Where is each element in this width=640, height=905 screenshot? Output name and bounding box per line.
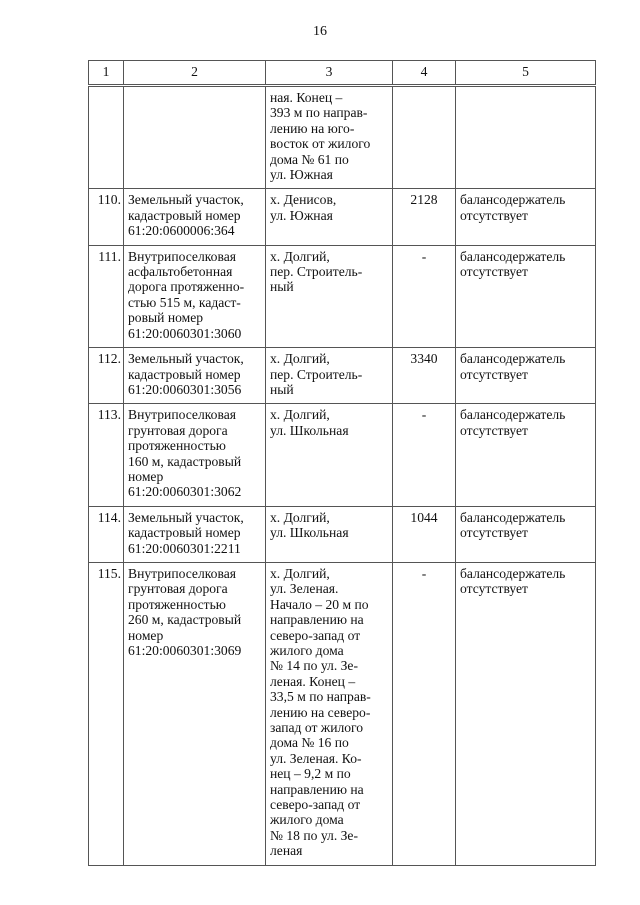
table-row — [89, 562, 596, 865]
table-row — [89, 348, 596, 404]
object-area: 3340 — [393, 348, 456, 404]
balance-holder — [456, 86, 596, 189]
object-name — [124, 86, 266, 189]
row-number: 110. — [89, 189, 124, 245]
balance-holder: балансодержатель отсутствует — [456, 245, 596, 347]
object-name: Внутрипоселковая грунтовая дорога протяженностью 260 м, кадастровый номер 61:20:0060301:3069 — [124, 562, 266, 865]
object-name: Земельный участок, кадастровый номер 61:20:0600006:364 — [124, 189, 266, 245]
table-row — [89, 506, 596, 562]
row-number: 113. — [89, 404, 124, 506]
column-header-4: 4 — [393, 61, 456, 86]
table-row — [89, 189, 596, 245]
row-number: 111. — [89, 245, 124, 347]
column-header-5: 5 — [456, 61, 596, 86]
row-number — [89, 86, 124, 189]
object-address: ная. Конец – 393 м по направ- лению на юго- восток от жилого дома № 61 по ул. Южная — [266, 86, 393, 189]
object-area: 1044 — [393, 506, 456, 562]
table-row — [89, 404, 596, 506]
table-row — [89, 245, 596, 347]
balance-holder: балансодержатель отсутствует — [456, 562, 596, 865]
object-area: - — [393, 245, 456, 347]
object-name: Внутрипоселковая грунтовая дорога протяженностью 160 м, кадастровый номер 61:20:0060301:3062 — [124, 404, 266, 506]
balance-holder: балансодержатель отсутствует — [456, 189, 596, 245]
table-row — [89, 86, 596, 189]
object-name: Земельный участок, кадастровый номер 61:20:0060301:3056 — [124, 348, 266, 404]
object-name: Земельный участок, кадастровый номер 61:20:0060301:2211 — [124, 506, 266, 562]
page-number: 16 — [313, 24, 327, 39]
object-address: х. Денисов, ул. Южная — [266, 189, 393, 245]
balance-holder: балансодержатель отсутствует — [456, 404, 596, 506]
column-header-1: 1 — [89, 61, 124, 86]
row-number: 114. — [89, 506, 124, 562]
object-address: х. Долгий, пер. Строитель- ный — [266, 348, 393, 404]
row-number: 115. — [89, 562, 124, 865]
object-area: 2128 — [393, 189, 456, 245]
row-number: 112. — [89, 348, 124, 404]
object-address: х. Долгий, пер. Строитель- ный — [266, 245, 393, 347]
column-header-2: 2 — [124, 61, 266, 86]
property-registry-table — [88, 60, 596, 866]
object-name: Внутрипоселковая асфальтобетонная дорога протяженно- стью 515 м, кадаст- ровый номер 61:20:0060301:3060 — [124, 245, 266, 347]
object-area: - — [393, 404, 456, 506]
object-address: х. Долгий, ул. Школьная — [266, 506, 393, 562]
object-area — [393, 86, 456, 189]
balance-holder: балансодержатель отсутствует — [456, 348, 596, 404]
object-area: - — [393, 562, 456, 865]
object-address: х. Долгий, ул. Зеленая. Начало – 20 м по направлению на северо-запад от жилого дома № 14 по ул. Зе- леная. Конец – 33,5 м по направ- лению на северо- запад от жилого дома № 16 по ул. Зеленая. Ко- нец – 9,2 м по направлению на северо-запад от жилого дома № 18 по ул. Зе- леная — [266, 562, 393, 865]
column-header-3: 3 — [266, 61, 393, 86]
object-address: х. Долгий, ул. Школьная — [266, 404, 393, 506]
table-header-row — [89, 61, 596, 86]
balance-holder: балансодержатель отсутствует — [456, 506, 596, 562]
